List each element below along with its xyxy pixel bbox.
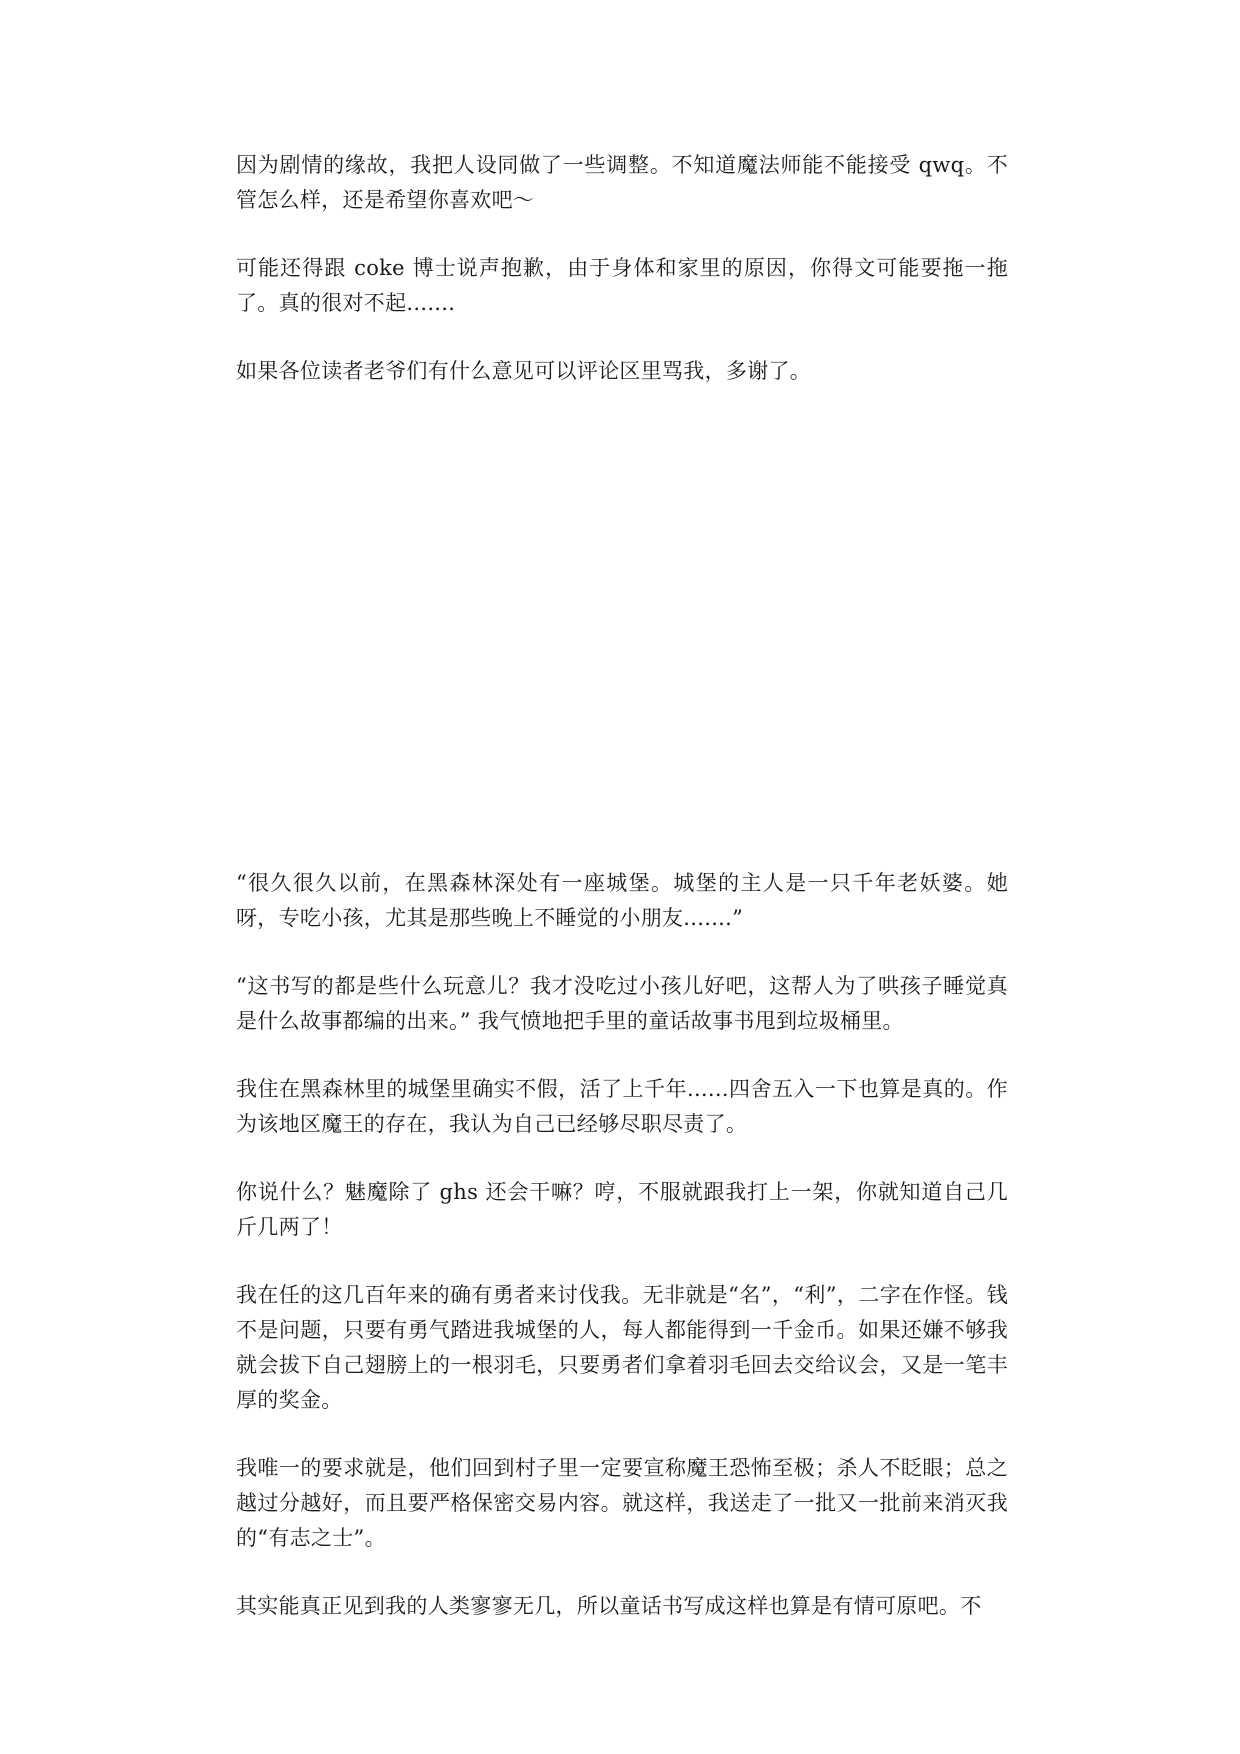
story-body: [236, 866, 1008, 1657]
author-note-paragraph: 可能还得跟 coke 博士说声抱歉，由于身体和家里的原因，你得文可能要拖一拖了。真的很对不起.......: [236, 256, 1008, 315]
story-paragraph: 我住在黑森林里的城堡里确实不假，活了上千年......四舍五入一下也算是真的。作为该地区魔王的存在，我认为自己已经够尽职尽责了。: [236, 1077, 1008, 1136]
story-paragraph: “这书写的都是些什么玩意儿？我才没吃过小孩儿好吧，这帮人为了哄孩子睡觉真是什么故事都编的出来。” 我气愤地把手里的童话故事书甩到垃圾桶里。: [236, 974, 1008, 1033]
story-paragraph: “很久很久以前，在黑森林深处有一座城堡。城堡的主人是一只千年老妖婆。她呀，专吃小孩，尤其是那些晚上不睡觉的小朋友.......”: [236, 871, 1008, 930]
author-note-paragraph: 如果各位读者老爷们有什么意见可以评论区里骂我，多谢了。: [236, 359, 812, 383]
author-note-paragraph: 因为剧情的缘故，我把人设同做了一些调整。不知道魔法师能不能接受 qwq。不管怎么样，还是希望你喜欢吧～: [236, 153, 1008, 212]
story-paragraph: 其实能真正见到我的人类寥寥无几，所以童话书写成这样也算是有情可原吧。不: [236, 1594, 982, 1618]
story-paragraph: 你说什么？魅魔除了 ghs 还会干嘛？哼，不服就跟我打上一架，你就知道自己几斤几两了！: [236, 1180, 1008, 1239]
author-note: [236, 148, 1008, 422]
story-paragraph: 我唯一的要求就是，他们回到村子里一定要宣称魔王恐怖至极；杀人不眨眼；总之越过分越好，而且要严格保密交易内容。就这样，我送走了一批又一批前来消灭我的“有志之士”。: [236, 1456, 1008, 1550]
story-paragraph: 我在任的这几百年来的确有勇者来讨伐我。无非就是“名”，“利”，二字在作怪。钱不是问题，只要有勇气踏进我城堡的人，每人都能得到一千金币。如果还嫌不够我就会拔下自己翅膀上的一根羽毛，只要勇者们拿着羽毛回去交给议会，又是一笔丰厚的奖金。: [236, 1283, 1008, 1412]
